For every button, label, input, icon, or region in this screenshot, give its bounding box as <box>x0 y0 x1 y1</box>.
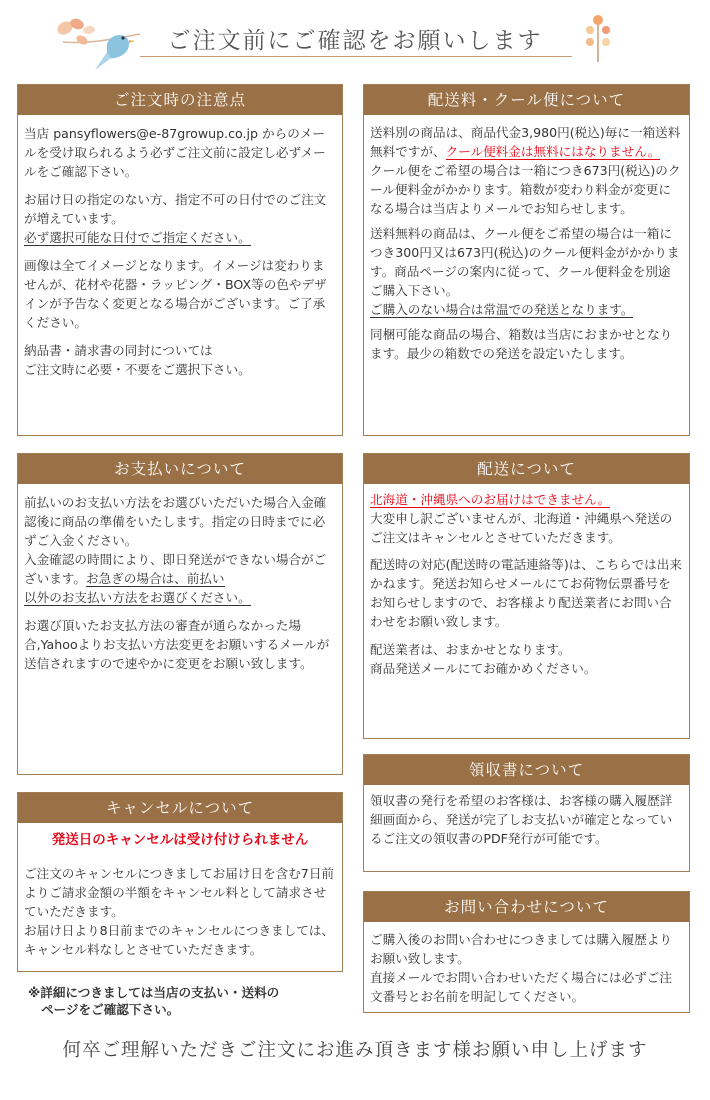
payment-title: お支払いについて <box>18 454 342 484</box>
shipping-fee-title: 配送料・クール便について <box>364 85 689 115</box>
contact-body <box>364 922 689 1006</box>
order-notice-body <box>18 115 342 379</box>
order-notice-title: ご注文時の注意点 <box>18 85 342 115</box>
footer-message: 何卒ご理解いただきご注文にお進み頂きます様お願い申し上げます <box>62 1040 648 1061</box>
email-notice: 当店 pansyflowers@e-87growup.co.jp からのメールを受け取られるよう必ずご注文前に設定し必ずメールをご確認下さい。 <box>24 126 326 179</box>
receipt-notice: 領収書の発行を希望のお客様は、お客様の購入履歴詳細画面から、発送が完了しお支払いが確定となっているご注文の領収書のPDF発行が可能です。 <box>370 793 673 846</box>
image-notice: 画像は全てイメージとなります。イメージは変わりませんが、花材や花器・ラッピング・BOX等の色やデザインが予告なく変更となる場合がございます。ご了承ください。 <box>24 258 327 330</box>
payment-box <box>17 453 343 775</box>
page-header <box>0 0 710 66</box>
page-title: ご注文前にご確認をお願いします <box>167 28 543 54</box>
free-shipping-cool-notice: 送料無料の商品は、クール便をご希望の場合は一箱につき300円又は673円(税込)のクール便料金がかかります。商品ページの案内に従って、クール便料金を別途ご購入下さい。 ご購入のない場合は常温での発送となります。 <box>370 226 680 317</box>
contact-title: お問い合わせについて <box>364 892 689 922</box>
delivery-box <box>363 453 690 739</box>
receipt-body <box>364 785 689 848</box>
invoice-notice: 納品書・請求書の同封については ご注文時に必要・不要をご選択下さい。 <box>24 343 251 377</box>
details-note: ※詳細につきましては当店の支払い・送料の ページをご確認下さい。 <box>28 985 280 1017</box>
delivery-date-notice: お届け日の指定のない方、指定不可の日付でのご注文が増えています。 必ず選択可能な日付でご指定ください。 <box>24 192 327 245</box>
delivery-title: 配送について <box>364 454 689 484</box>
prepay-notice: 前払いのお支払い方法をお選びいただいた場合入金確認後に商品の準備をいたします。指定の日時までに必ずご入金ください。 入金確認の時間により、即日発送ができない場合がございます。お急ぎの場合は、前払い 以外のお支払い方法をお選びください。 <box>24 495 327 605</box>
receipt-title: 領収書について <box>364 755 689 785</box>
room-temp-underline: ご購入のない場合は常温での発送となります。 <box>370 302 634 317</box>
contact-box <box>363 891 690 1013</box>
contact-notice: ご購入後のお問い合わせにつきましては購入履歴よりお願い致します。 直接メールでお問い合わせいただく場合には必ずご注文番号とお名前を明記してください。 <box>370 932 672 1004</box>
payment-body <box>18 484 342 673</box>
shipping-fee-box <box>363 84 690 436</box>
cool-fee-notice: クール便をご希望の場合は一箱につき673円(税込)のクール便料金がかかります。箱数が変わり料金が変更になる場合は当店よりメールでお知らせします。 <box>370 163 681 216</box>
payment-review-notice: お選び頂いたお支払方法の審査が通らなかった場合,Yahooよりお支払い方法変更をお願いするメールが送信されますので速やかに変更をお願い致します。 <box>24 618 330 671</box>
shipping-free-notice: 送料別の商品は、商品代金3,980円(税込)毎に一箱送料無料ですが、クール便料金は無料にはなりません。 <box>370 125 681 159</box>
receipt-box <box>363 754 690 872</box>
order-notice-box <box>17 84 343 436</box>
delivery-area-notice: 北海道・沖縄県へのお届けはできません。 大変申し訳ございませんが、北海道・沖縄県へ発送のご注文はキャンセルとさせていただきます。 <box>370 492 673 545</box>
carrier-notice: 配送業者は、おまかせとなります。 商品発送メールにてお確かめください。 <box>370 642 597 676</box>
no-delivery-warning: 北海道・沖縄県へのお届けはできません。 <box>370 492 611 507</box>
cool-fee-warning: クール便料金は無料にはなりません。 <box>445 144 661 159</box>
delivery-body <box>364 484 689 678</box>
header-divider <box>140 56 572 57</box>
cancel-box <box>17 792 343 972</box>
cancel-body <box>18 823 342 959</box>
bundle-notice: 同梱可能な商品の場合、箱数は当店におまかせとなります。最少の箱数での発送を設定いたします。 <box>370 327 673 361</box>
cancel-title: キャンセルについて <box>18 793 342 823</box>
delivery-date-underline: 必ず選択可能な日付でご指定ください。 <box>24 230 251 245</box>
shipping-fee-body <box>364 115 689 363</box>
delivery-contact-notice: 配送時の対応(配送時の電話連絡等)は、こちらでは出来かねます。発送お知らせメールにてお荷物伝票番号をお知らせしますので、お客様より配送業者にお問い合わせをお願い致します。 <box>370 557 682 629</box>
cancel-warning: 発送日のキャンセルは受け付けられません <box>51 832 309 848</box>
flower-icon <box>578 12 618 62</box>
cancel-fee-notice: ご注文のキャンセルにつきましてお届け日を含む7日前よりご請求金額の半額をキャンセル料として請求させていただきます。 お届け日より8日前までのキャンセルにつきましては、キャンセル料なしとさせていただきます。 <box>24 866 335 957</box>
